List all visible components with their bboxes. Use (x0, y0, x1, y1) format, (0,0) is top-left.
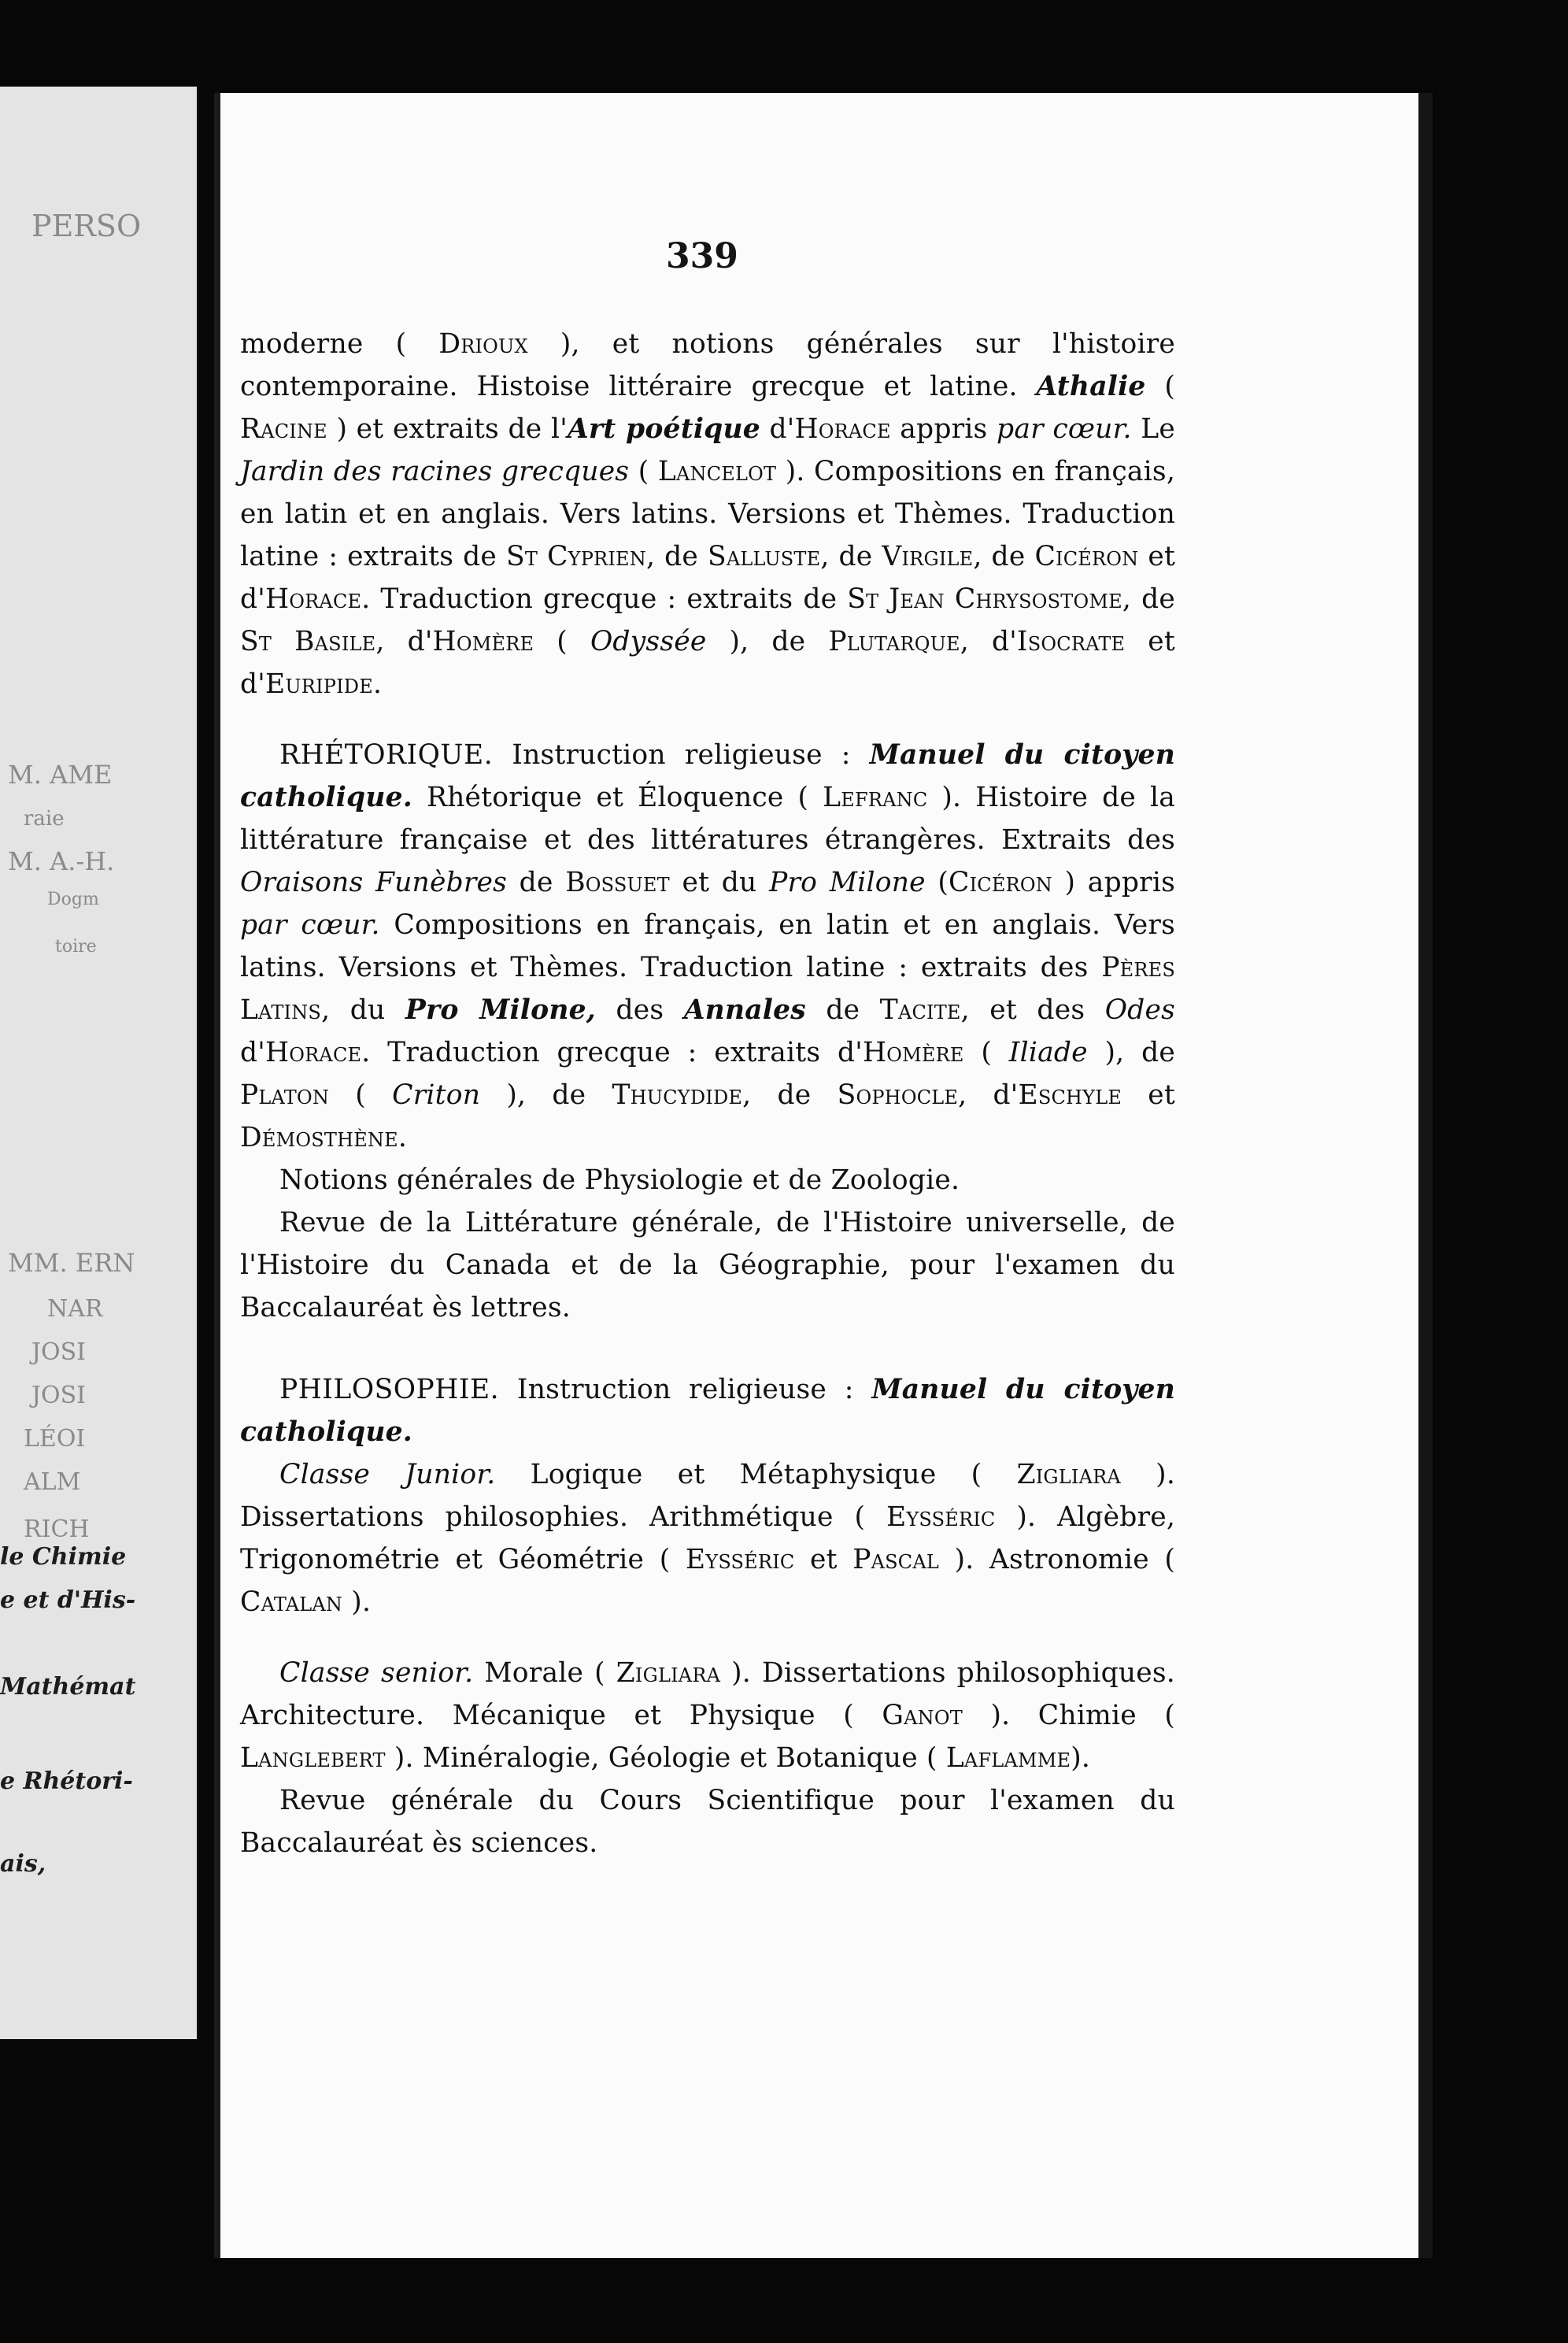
left-page-fragment: toire (55, 937, 97, 957)
text-run: , de (742, 1079, 838, 1111)
work-title: Art poétique (567, 413, 760, 445)
author-name: Cicéron (1034, 541, 1139, 572)
left-page-fragment: ALM (24, 1468, 81, 1496)
author-name: Lancelot (657, 456, 777, 487)
text-run: , de (973, 541, 1035, 572)
text-run: . Traduction grecque : extraits de (361, 583, 848, 615)
text-run: moderne ( (240, 328, 439, 360)
work-title: Manuel du citoyen catholique. (240, 1374, 1175, 1448)
text-run: et d' (240, 541, 1176, 615)
section-heading-rhetorique: RHÉTORIQUE. (279, 739, 494, 771)
text-run: , du (321, 994, 405, 1026)
left-page-fragment: MM. ERN (8, 1248, 135, 1278)
class-label: Classe Junior. (279, 1459, 496, 1490)
philosophie-paragraph (240, 1368, 1175, 1453)
author-name: Cicéron (949, 867, 1052, 898)
page-body (240, 323, 1175, 1864)
classe-senior-paragraph (240, 1652, 1175, 1779)
author-name: Plutarque (828, 626, 960, 657)
work-title: Pro Milone, (405, 994, 596, 1026)
text-run: . Traduction grecque : extraits d' (361, 1037, 863, 1068)
text-run: , de (820, 541, 882, 572)
left-page-fragment: M. A.-H. (8, 846, 115, 876)
author-name: Salluste (708, 541, 821, 572)
text-run: ), de (480, 1079, 612, 1111)
text-run: , de (645, 541, 708, 572)
left-page-fragment: Mathémat (0, 1673, 136, 1701)
text-run: ). Compositions en français, en latin et en anglais. Vers latins. Versions et Thèmes. Traduction latine : extraits de (240, 456, 1175, 572)
text-run: appris (890, 413, 997, 445)
work-title: Athalie (1036, 371, 1146, 402)
author-name: Démosthène (240, 1122, 398, 1153)
text-run: ( (534, 626, 590, 657)
work-title: Odyssée (590, 626, 707, 657)
author-name: Lefranc (823, 782, 928, 813)
text-run: ). Histoire de la littérature française et des littératures étrangères. Extraits des (240, 782, 1175, 856)
text-run: et (1122, 1079, 1175, 1111)
author-name: St Cyprien (506, 541, 646, 572)
author-name: Thucydide (612, 1079, 743, 1111)
author-name: St Basile (240, 626, 376, 657)
text-run: ( (629, 456, 658, 487)
text-run: , d' (960, 626, 1017, 657)
italic-phrase: par cœur. (997, 413, 1132, 445)
work-title: Odes (1104, 994, 1175, 1026)
text-run: d' (760, 413, 795, 445)
left-page-fragment: M. AME (8, 760, 113, 790)
text-run: ). Algèbre, Trigonométrie et Géométrie ( (240, 1501, 1175, 1575)
author-name: Horace (264, 1037, 362, 1068)
text-run: ), de (1087, 1037, 1175, 1068)
page-number: 339 (666, 236, 738, 276)
text-run: ( (925, 867, 949, 898)
text-run: et du (669, 867, 770, 898)
text-run: ), et notions générales sur l'histoire contemporaine. Histoise littéraire grecque et latine. (240, 328, 1175, 402)
left-page-fragment: le Chimie (0, 1543, 127, 1571)
revue-lettres-paragraph: Revue de la Littérature générale, de l'Histoire universelle, de l'Histoire du Canada et de la Géographie, pour l'examen du Baccalauréat ès lettres. (240, 1207, 1175, 1323)
author-name: Zigliara (1016, 1459, 1121, 1490)
text-run: ) et extraits de l' (327, 413, 568, 445)
author-name: Ganot (882, 1700, 963, 1731)
page-edge-shadow (1418, 93, 1433, 2258)
author-name: St Jean Chrysostome (847, 583, 1122, 615)
text-run: , de (1122, 583, 1175, 615)
italic-phrase: par cœur. (240, 909, 380, 941)
text-run: , d' (958, 1079, 1019, 1111)
intro-paragraph (240, 323, 1175, 705)
author-name: Pascal (852, 1544, 940, 1575)
author-name: Isocrate (1016, 626, 1126, 657)
author-name: Langlebert (240, 1742, 386, 1774)
text-run: , d' (375, 626, 433, 657)
text-run: Instruction religieuse : (493, 739, 870, 771)
left-page-fragment: PERSO (31, 209, 142, 243)
author-name: Laflamme (945, 1742, 1071, 1774)
author-name: Homère (432, 626, 534, 657)
left-page-fragment: NAR (47, 1295, 103, 1323)
text-run: et d' (240, 626, 1175, 700)
text-run: , et des (960, 994, 1105, 1026)
text-run: ), de (706, 626, 829, 657)
text-run: Compositions en français, en latin et en anglais. Vers latins. Versions et Thèmes. Traduction latine : extraits des (240, 909, 1176, 983)
text-run: de (805, 994, 880, 1026)
text-run: Instruction religieuse : (499, 1374, 872, 1405)
author-name: Homère (862, 1037, 964, 1068)
text-run: et (794, 1544, 853, 1575)
text-run: Rhétorique et Éloquence ( (412, 782, 823, 813)
author-name: Bossuet (565, 867, 670, 898)
work-title: Pro Milone (769, 867, 926, 898)
text-run: d' (240, 1037, 265, 1068)
left-page-fragment: raie (24, 807, 65, 831)
author-name: Platon (240, 1079, 330, 1111)
left-page-fragment: e et d'His- (0, 1586, 136, 1614)
text-run: . (372, 668, 383, 700)
text-run: Morale ( (473, 1657, 616, 1689)
left-page-fragment: JOSI (31, 1338, 87, 1366)
text-run: ). Dissertations philosophiques. Architecture. Mécanique et Physique ( (240, 1657, 1175, 1731)
text-run: des (595, 994, 684, 1026)
text-run: ). Chimie ( (962, 1700, 1175, 1731)
author-name: Drioux (438, 328, 528, 360)
author-name: Eschyle (1018, 1079, 1122, 1111)
text-run: ). Minéralogie, Géologie et Botanique ( (385, 1742, 946, 1774)
author-name: Eysséric (685, 1544, 795, 1575)
work-title: Annales (683, 994, 806, 1026)
text-run: ). (342, 1586, 372, 1618)
left-page-fragment: Dogm (47, 890, 99, 909)
rhetorique-paragraph (240, 734, 1175, 1159)
left-facing-page (0, 87, 197, 2039)
work-title: Manuel du citoyen catholique. (240, 739, 1175, 813)
work-title: Criton (392, 1079, 481, 1111)
left-page-fragment: ais, (0, 1850, 46, 1878)
text-run: ). Astronomie ( (939, 1544, 1176, 1575)
text-run: ) appris (1052, 867, 1175, 898)
text-run: ( (329, 1079, 393, 1111)
author-name: Sophocle (837, 1079, 959, 1111)
classe-junior-paragraph (240, 1453, 1175, 1623)
left-page-fragment: LÉOI (24, 1425, 86, 1453)
text-run: . (398, 1122, 408, 1153)
author-name: Zigliara (616, 1657, 721, 1689)
text-run: de (507, 867, 566, 898)
text-run: Le (1131, 413, 1175, 445)
text-run: ). Dissertations philosophies. Arithmétique ( (240, 1459, 1175, 1533)
text-run: ( (963, 1037, 1009, 1068)
left-page-fragment: RICH (24, 1516, 90, 1543)
author-name: Horace (264, 583, 362, 615)
work-title: Iliade (1008, 1037, 1088, 1068)
revue-sciences-paragraph: Revue générale du Cours Scientifique pour l'examen du Baccalauréat ès sciences. (240, 1785, 1175, 1859)
author-name: Pères Latins (240, 952, 1175, 1026)
text-run: Logique et Métaphysique ( (495, 1459, 1017, 1490)
left-page-fragment: e Rhétori- (0, 1767, 133, 1795)
author-name: Virgile (882, 541, 974, 572)
work-title: Jardin des racines grecques (240, 456, 630, 487)
text-run: ). (1071, 1742, 1091, 1774)
work-title: Oraisons Funèbres (240, 867, 508, 898)
physiologie-paragraph: Notions générales de Physiologie et de Zoologie. (279, 1164, 960, 1196)
class-label: Classe senior. (279, 1657, 474, 1689)
author-name: Racine (240, 413, 327, 445)
text-run: ( (1145, 371, 1175, 402)
author-name: Euripide (264, 668, 373, 700)
left-page-fragment: JOSI (31, 1382, 87, 1409)
author-name: Tacite (879, 994, 961, 1026)
author-name: Catalan (240, 1586, 343, 1618)
section-heading-philosophie: PHILOSOPHIE. (279, 1374, 500, 1405)
author-name: Eysséric (886, 1501, 996, 1533)
author-name: Horace (794, 413, 891, 445)
